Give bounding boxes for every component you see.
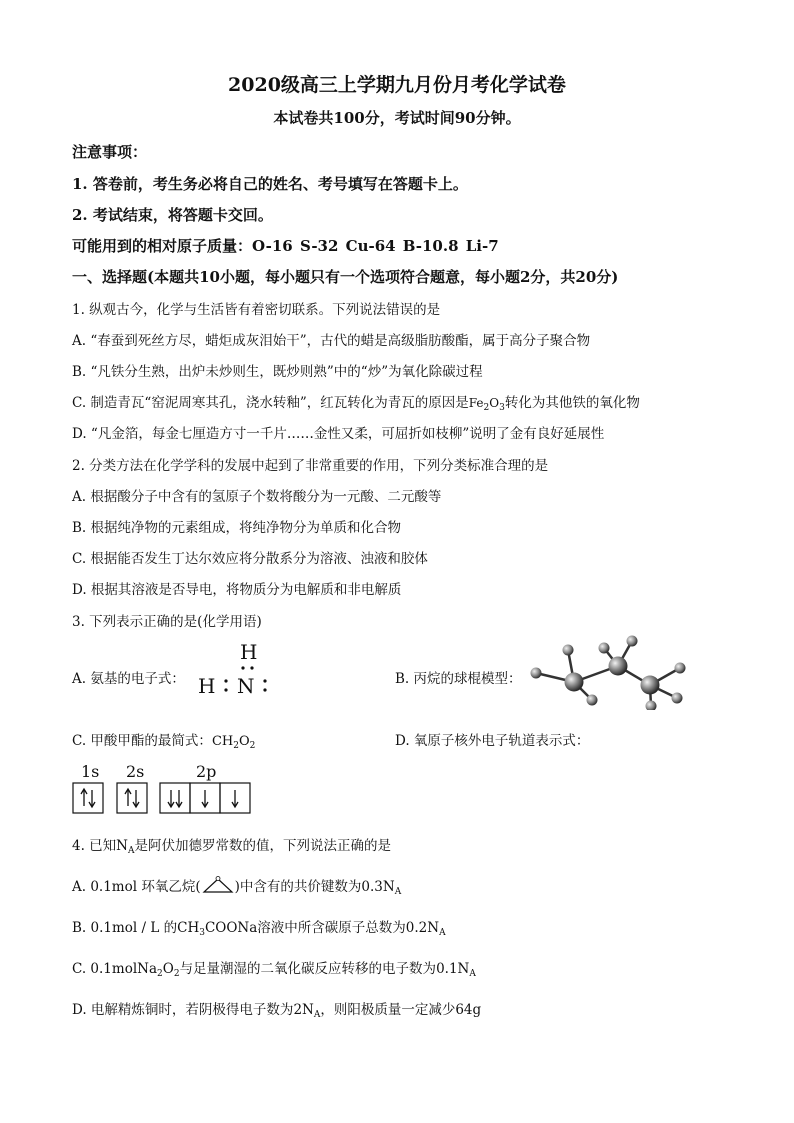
notice-item-1: 1. 答卷前，考生务必将自己的姓名、考号填写在答题卡上。 [72, 175, 468, 193]
q4-option-a: A. 0.1mol 环氧乙烷( )中含有的共价键数为$0.3N_A$ [72, 875, 401, 897]
page-subtitle: 本试卷共100分，考试时间90分钟。 [273, 109, 521, 127]
q1-option-b: B. “凡铁分生熟，出炉未炒则生，既炒则熟”中的“炒”为氧化除碳过程 [72, 364, 483, 380]
q3-option-b-label: B. 丙烷的球棍模型： [395, 671, 522, 687]
notice-item-2: 2. 考试结束，将答题卡交回。 [72, 206, 273, 224]
atomic-masses: 可能用到的相对原子质量：O-16 S-32 Cu-64 B-10.8 Li-7 [72, 237, 499, 255]
q2-option-a: A. 根据酸分子中含有的氢原子个数将酸分为一元酸、二元酸等 [72, 489, 442, 505]
n-atom: N [237, 674, 255, 698]
q2-option-d: D. 根据其溶液是否导电，将物质分为电解质和非电解质 [72, 582, 402, 598]
q4-option-b: B. 0.1mol / L 的$CH_3COONa$溶液中所含碳原子总数为$0.2N_A$ [72, 920, 446, 938]
q1-option-c: C. 制造青瓦“窑泥周寒其孔，浇水转釉”，红瓦转化为青瓦的原因是$Fe_2O_3$转化为其他铁的氧化物 [72, 395, 640, 413]
q3-option-c: C. 甲酸甲酯的最简式：$CH_2O_2$ [72, 733, 256, 751]
section-heading: 一、选择题(本题共10小题，每小题只有一个选项符合题意，每小题2分，共20分) [72, 268, 619, 286]
q1-option-d: D. “凡金箔，每金七厘造方寸一千片……金性又柔，可屈折如枝柳”说明了金有良好延展性 [72, 426, 605, 442]
q2-option-c: C. 根据能否发生丁达尔效应将分散系分为溶液、浊液和胶体 [72, 551, 428, 567]
oxygen-orbital-diagram [72, 762, 272, 818]
q4-option-c: C. $0.1molNa_2O_2$与足量潮湿的二氧化碳反应转移的电子数为$0.1N_A$ [72, 961, 476, 979]
h-atom-left: H [198, 674, 216, 698]
q4-stem: 4. 已知$N_A$是阿伏加德罗常数的值，下列说法正确的是 [72, 838, 391, 856]
orbital-label-2s: 2s [126, 762, 145, 781]
electron-dots [196, 640, 276, 702]
h-atom-top: H [240, 640, 258, 664]
orbital-boxes [72, 762, 272, 818]
q2-stem: 2. 分类方法在化学学科的发展中起到了非常重要的作用，下列分类标准合理的是 [72, 458, 549, 474]
page-title: 2020级高三上学期九月份月考化学试卷 [228, 74, 566, 96]
q3-option-a-label: A. 氨基的电子式： [72, 671, 185, 687]
q4-option-d: D. 电解精炼铜时，若阴极得电子数为$2N_A$，则阳极质量一定减少64g [72, 1002, 482, 1020]
q1-option-a: A. “春蚕到死丝方尽，蜡炬成灰泪始干”，古代的蜡是高级脂肪酸酯，属于高分子聚合物 [72, 333, 591, 349]
q1-stem: 1. 纵观古今，化学与生活皆有着密切联系。下列说法错误的是 [72, 302, 441, 318]
notice-heading: 注意事项： [72, 143, 148, 161]
ch2o2-formula: $CH_2O_2$ [211, 734, 256, 751]
q3-option-d-label: D. 氧原子核外电子轨道表示式： [395, 733, 590, 749]
fe2o3-formula: $Fe_2O_3$ [468, 396, 505, 413]
q3-stem: 3. 下列表示正确的是(化学用语) [72, 614, 262, 630]
epoxyethane-structure [201, 876, 235, 894]
na-symbol: $N_A$ [116, 838, 135, 856]
orbital-label-1s: 1s [81, 762, 100, 781]
amino-electron-formula [196, 640, 276, 702]
propane-ball-stick-model [524, 630, 694, 710]
orbital-label-2p: 2p [196, 762, 217, 781]
q2-option-b: B. 根据纯净物的元素组成，将纯净物分为单质和化合物 [72, 520, 402, 536]
